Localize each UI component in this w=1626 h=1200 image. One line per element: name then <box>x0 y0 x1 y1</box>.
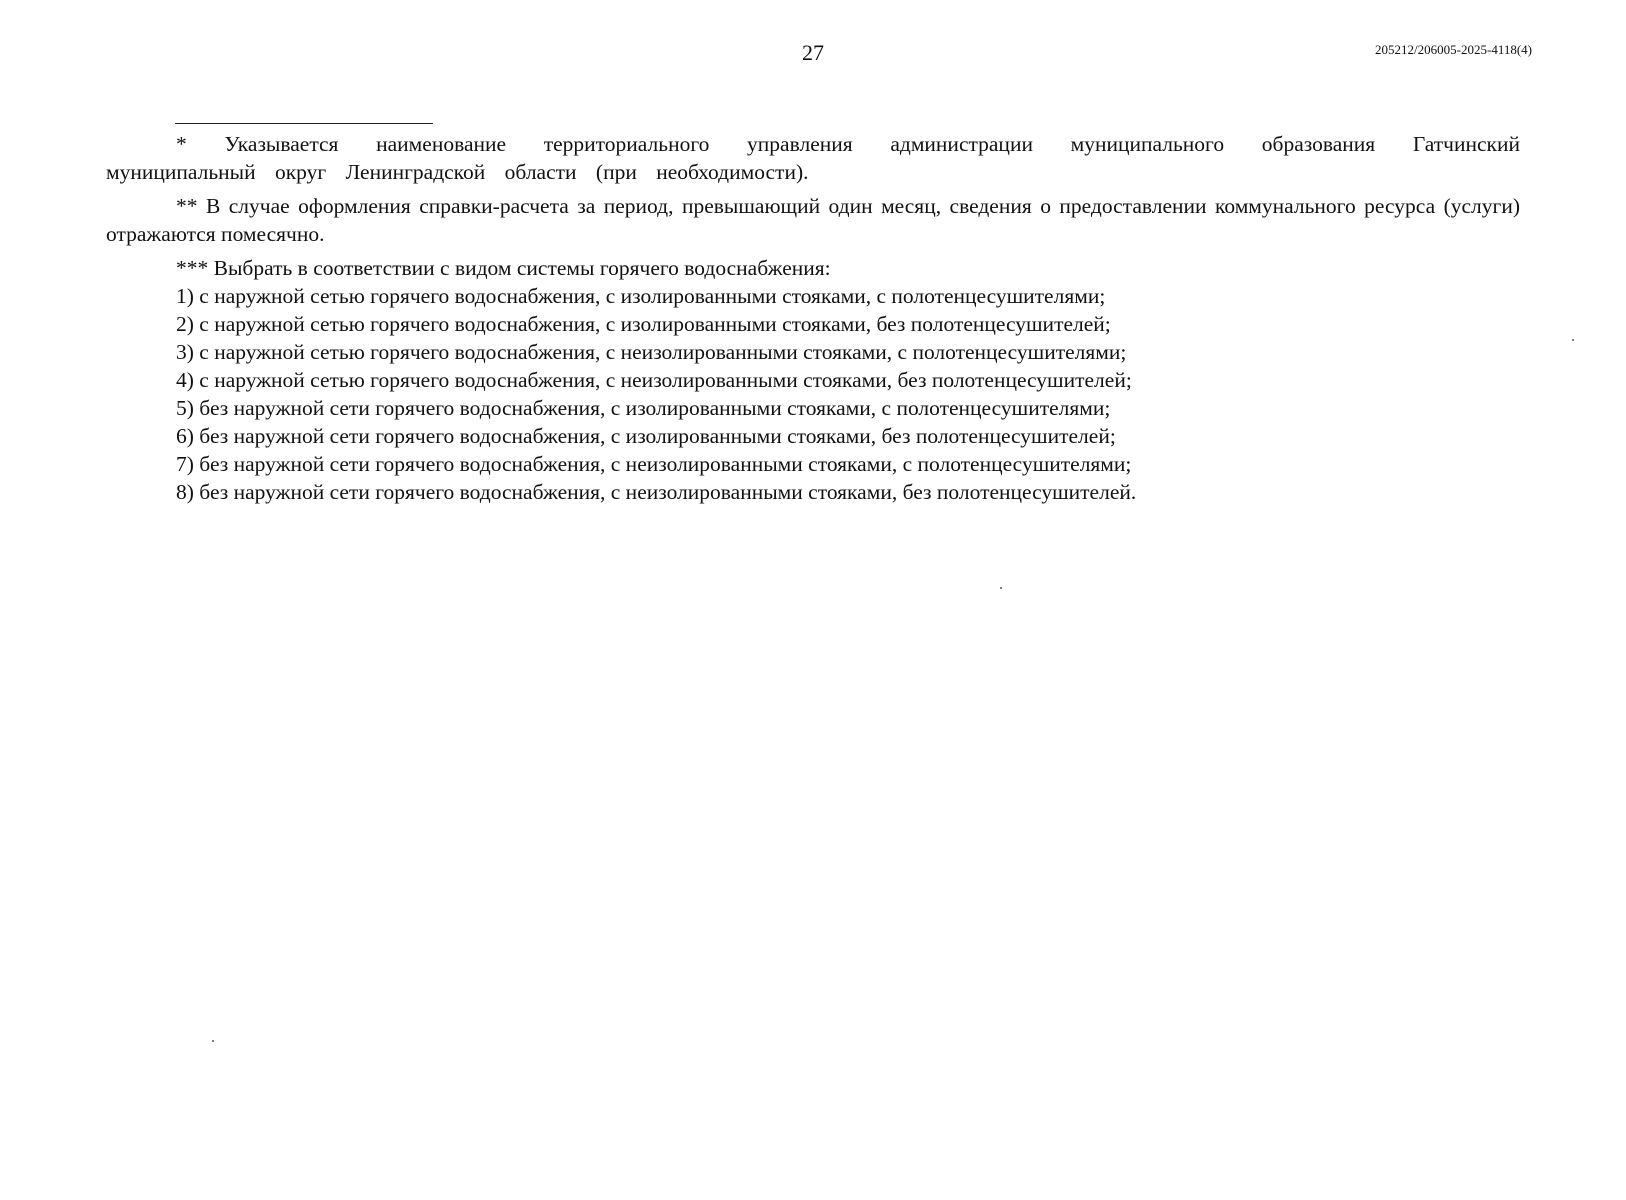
footnotes-section <box>106 130 1520 506</box>
scan-speck <box>1572 339 1574 341</box>
page-number: 27 <box>802 40 824 65</box>
list-item: 5) без наружной сети горячего водоснабжения, с изолированными стояками, с полотенцесушителями; <box>176 396 1111 420</box>
list-item: 8) без наружной сети горячего водоснабжения, с неизолированными стояками, без полотенцесушителей. <box>176 480 1137 504</box>
list-item: 2) с наружной сетью горячего водоснабжения, с изолированными стояками, без полотенцесушителей; <box>176 312 1111 336</box>
list-item: 7) без наружной сети горячего водоснабжения, с неизолированными стояками, с полотенцесушителями; <box>176 452 1132 476</box>
list-item: 4) с наружной сетью горячего водоснабжения, с неизолированными стояками, без полотенцесушителей; <box>176 368 1132 392</box>
list-item: 6) без наружной сети горячего водоснабжения, с изолированными стояками, без полотенцесушителей; <box>176 424 1116 448</box>
list-item: 1) с наружной сетью горячего водоснабжения, с изолированными стояками, с полотенцесушителями; <box>176 284 1106 308</box>
document-id: 205212/206005-2025-4118(4) <box>1375 42 1532 57</box>
footnote-hot-water-intro: *** Выбрать в соответствии с видом системы горячего водоснабжения: <box>176 256 831 280</box>
footnote-monthly-breakdown: ** В случае оформления справки-расчета за период, превышающий один месяц, сведения о предоставлении коммунального ресурса (услуги) отражаются помесячно. <box>106 194 1520 246</box>
hot-water-options-list <box>106 282 1520 506</box>
list-item: 3) с наружной сетью горячего водоснабжения, с неизолированными стояками, с полотенцесушителями; <box>176 340 1127 364</box>
scan-speck <box>1000 587 1002 589</box>
footnote-separator <box>175 123 433 124</box>
scan-speck <box>212 1040 214 1042</box>
footnote-territorial-unit: * Указывается наименование территориального управления администрации муниципального образования Гатчинский муниципальный округ Ленинградской области (при необходимости). <box>106 132 1520 184</box>
